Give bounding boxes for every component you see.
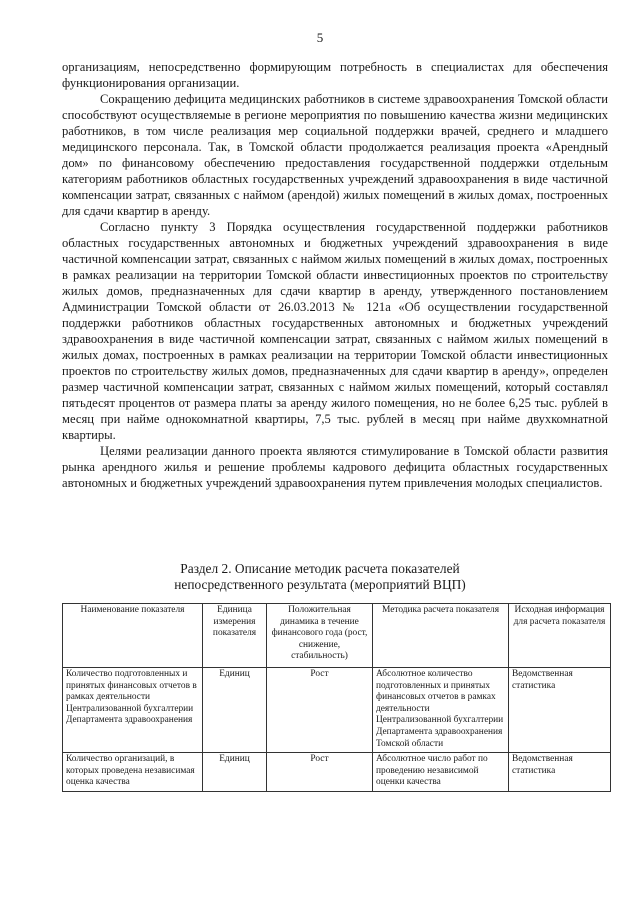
header-methodology: Методика расчета показателя xyxy=(373,604,509,668)
section-title xyxy=(0,561,640,593)
cell-source: Ведомственная статистика xyxy=(509,668,611,753)
section-title-line-2: непосредственного результата (мероприятий ВЦП) xyxy=(174,577,466,592)
indicators-table xyxy=(62,603,611,792)
cell-unit: Единиц xyxy=(203,753,267,792)
section-title-line-1: Раздел 2. Описание методик расчета показателей xyxy=(180,561,460,576)
cell-source: Ведомственная статистика xyxy=(509,753,611,792)
cell-indicator-name: Количество подготовленных и принятых финансовых отчетов в рамках деятельности Централизованной бухгалтерии Департамента здравоохранения xyxy=(63,668,203,753)
paragraph-continuation: организациям, непосредственно формирующим потребность в специалистах для обеспечения функционирования организации. xyxy=(62,60,608,90)
cell-methodology: Абсолютное количество подготовленных и принятых финансовых отчетов в рамках деятельности Централизованной бухгалтерии Департамента здравоохранения Томской области xyxy=(373,668,509,753)
paragraph-staff-shortage: Сокращению дефицита медицинских работников в системе здравоохранения Томской области способствуют осуществляемые в регионе мероприятия по повышению качества жизни медицинских работников, в том числе реализация мер социальной поддержки врачей, среднего и младшего медицинского персонала. Так, в Томской области продолжается реализация проекта «Арендный дом» по финансовому обеспечению предоставления государственной поддержки отдельным категориям работников областных государственных учреждений здравоохранения в виде частичной компенсации затрат, связанных с наймом (арендой) жилых помещений в жилых домах, построенных для сдачи квартир в аренду. xyxy=(62,92,608,218)
header-indicator-name: Наименование показателя xyxy=(63,604,203,668)
table-row xyxy=(63,753,611,792)
cell-methodology: Абсолютное число работ по проведению независимой оценки качества xyxy=(373,753,509,792)
table-row xyxy=(63,668,611,753)
table-header-row xyxy=(63,604,611,668)
header-source: Исходная информация для расчета показателя xyxy=(509,604,611,668)
cell-dynamics: Рост xyxy=(267,753,373,792)
cell-indicator-name: Количество организаций, в которых проведена независимая оценка качества xyxy=(63,753,203,792)
cell-dynamics: Рост xyxy=(267,668,373,753)
paragraph-project-goals: Целями реализации данного проекта являются стимулирование в Томской области развития рынка арендного жилья и решение проблемы кадрового дефицита областных государственных автономных и бюджетных учреждений здравоохранения путем привлечения молодых специалистов. xyxy=(62,444,608,490)
page-number: 5 xyxy=(316,30,324,45)
header-unit: Единица измерения показателя xyxy=(203,604,267,668)
header-dynamics: Положительная динамика в течение финансового года (рост, снижение, стабильность) xyxy=(267,604,373,668)
paragraph-compensation-rules: Согласно пункту 3 Порядка осуществления государственной поддержки работников областных государственных автономных и бюджетных учреждений здравоохранения в виде частичной компенсации затрат, связанных с наймом жилых помещений в жилых домах, построенных в рамках реализации на территории Томской области инвестиционных проектов по строительству жилых домов, предназначенных для сдачи квартир в аренду, утвержденного постановлением Администрации Томской области от 26.03.2013 № 121а «Об осуществлении государственной поддержки работников областных государственных автономных и бюджетных учреждений здравоохранения в виде частичной компенсации затрат, связанных с наймом жилых помещений в жилых домах, построенных в рамках реализации на территории Томской области инвестиционных проектов по строительству жилых домов, предназначенных для сдачи квартир в аренду», определен размер частичной компенсации затрат, связанных с наймом жилых помещений, который составлял пятьдесят процентов от размера платы за аренду жилого помещения, но не более 6,25 тыс. рублей в месяц при найме однокомнатной квартиры, 7,5 тыс. рублей в месяц при найме двухкомнатной квартиры. xyxy=(62,220,608,442)
document-body xyxy=(62,59,608,491)
cell-unit: Единиц xyxy=(203,668,267,753)
